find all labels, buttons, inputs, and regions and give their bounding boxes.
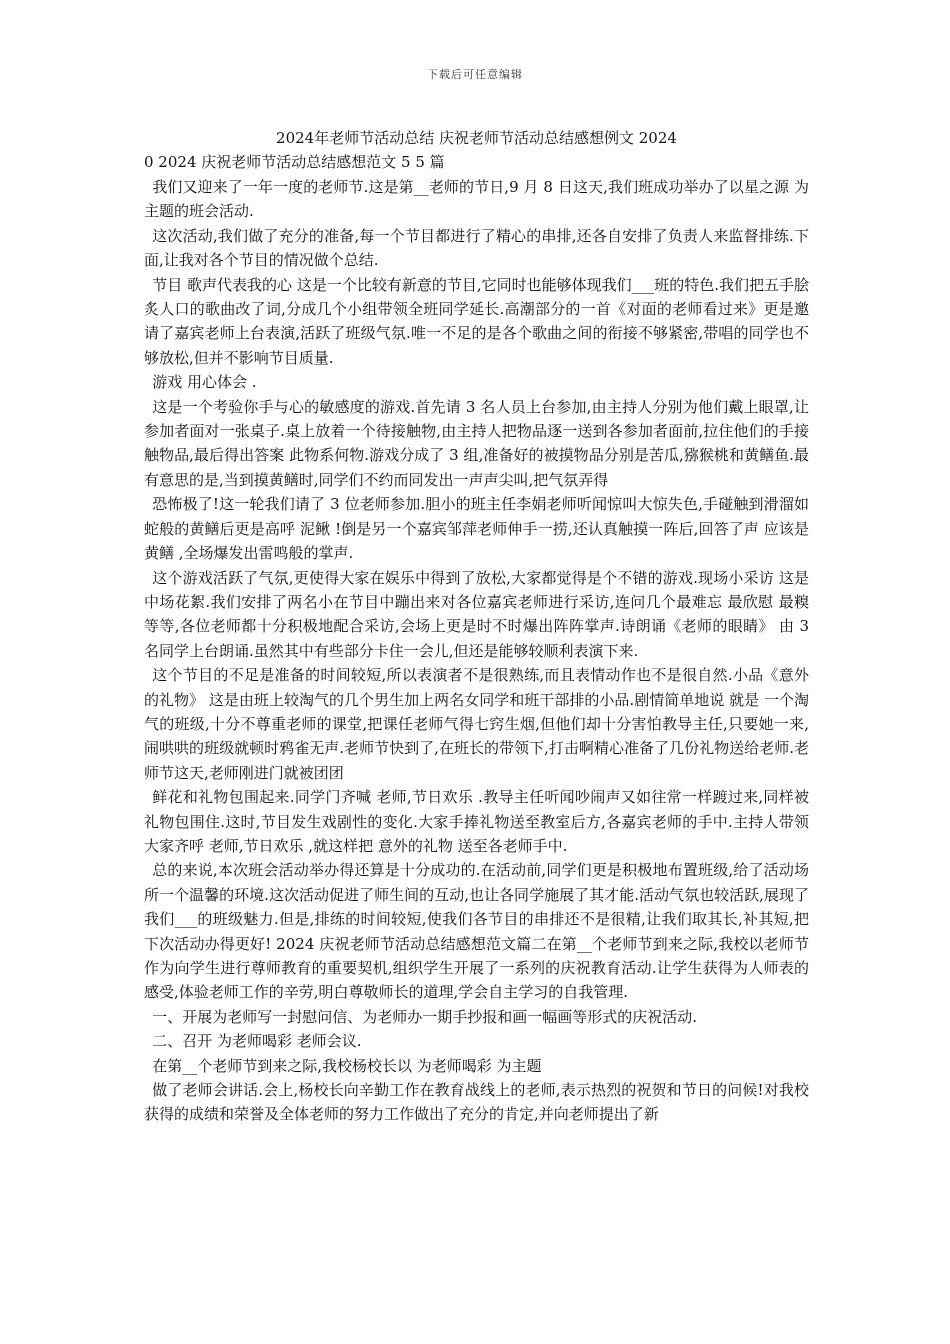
paragraph: 这次活动,我们做了充分的准备,每一个节目都进行了精心的串排,还各自安排了负责人来监督排练.下面,让我对各个节目的情况做个总结. — [144, 226, 809, 270]
paragraph: 游戏 用心体会 . — [152, 373, 257, 392]
document-body — [144, 126, 809, 1127]
paragraph: 这个节目的不足是准备的时间较短,所以表演者不是很熟练,而且表情动作也不是很自然.小品《意外的礼物》 这是由班上较淘气的几个男生加上两名女同学和班干部排的小品.剧情简单地说 就是 一个淘气的班级,十分不尊重老师的课堂,把课任老师气得七窍生烟,但他们却十分害怕教导主任,只要她一来,闹哄哄的班级就顿时鸦雀无声.老师节快到了,在班长的带领下,打击啊精心准备了几份礼物送给老师.老师节这天,老师刚进门就被团团 — [144, 666, 809, 782]
paragraph: 我们又迎来了一年一度的老师节.这是第__老师的节日,9 月 8 日这天,我们班成功举办了以星之源 为主题的班会活动. — [144, 178, 809, 221]
paragraph: 做了老师会讲话.会上,杨校长向辛勤工作在教育战线上的老师,表示热烈的祝贺和节日的问候!对我校获得的成绩和荣誉及全体老师的努力工作做出了充分的肯定,并向老师提出了新 — [144, 1081, 809, 1124]
header-note: 下载后可任意编辑 — [427, 68, 523, 81]
paragraph: 恐怖极了!这一轮我们请了 3 位老师参加.胆小的班主任李娟老师听闻惊叫大惊失色,手碰触到滑溜如蛇般的黄鳝后更是高呼 泥鳅 !倒是另一个嘉宾邹萍老师伸手一捞,还认真触摸一阵后,回答了声 应该是黄鳝 ,全场爆发出雷鸣般的掌声. — [144, 495, 809, 563]
paragraph: 总的来说,本次班会活动举办得还算是十分成功的.在活动前,同学们更是积极地布置班级,给了活动场所一个温馨的环境.这次活动促进了师生间的互动,也让各同学施展了其才能.活动气氛也较活跃,展现了我们___的班级魅力.但是,排练的时间较短,使我们各节目的串排还不是很精,让我们取其长,补其短,把下次活动办得更好! 2024 庆祝老师节活动总结感想范文篇二在第__个老师节到来之际,我校以老师节作为向学生进行尊师教育的重要契机,组织学生开展了一系列的庆祝教育活动.让学生获得为人师表的感受,体验老师工作的辛劳,明白尊敬师长的道理,学会自主学习的自我管理. — [144, 861, 809, 1002]
paragraph: 节目 歌声代表我的心 这是一个比较有新意的节目,它同时也能够体现我们___班的特色.我们把五手脍炙人口的歌曲改了词,分成几个小组带领全班同学延长.高潮部分的一首《对面的老师看过来》更是邀请了嘉宾老师上台表演,活跃了班级气氛.唯一不足的是各个歌曲之间的衔接不够紧密,带唱的同学也不够放松,但并不影响节目质量. — [144, 275, 809, 367]
paragraph: 鲜花和礼物包围起来.同学门齐喊 老师,节日欢乐 .教导主任听闻吵闹声又如往常一样踱过来,同样被礼物包围住.这时,节目发生戏剧性的变化.大家手捧礼物送至教室后方,各嘉宾老师的手中.主持人带领大家齐呼 老师,节日欢乐 ,就这样把 意外的礼物 送至各老师手中. — [144, 788, 809, 855]
document-title: 2024年老师节活动总结 庆祝老师节活动总结感想例文 2024 — [276, 129, 677, 147]
paragraph: 在第__个老师节到来之际,我校杨校长以 为老师喝彩 为主题 — [152, 1056, 542, 1075]
paragraph: 一、开展为老师写一封慰问信、为老师办一期手抄报和画一幅画等形式的庆祝活动. — [152, 1007, 698, 1026]
document-subtitle: 0 2024 庆祝老师节活动总结感想范文 5 5 篇 — [144, 153, 445, 171]
paragraph: 这是一个考验你手与心的敏感度的游戏.首先请 3 名人员上台参加,由主持人分别为他们戴上眼罩,让参加者面对一张桌子.桌上放着一个待接触物,由主持人把物品逐一送到各参加者面前,拉住他们的手接触物品,最后得出答案 此物系何物.游戏分成了 3 组,准备好的被摸物品分别是苦瓜,猕猴桃和黄鳝鱼.最有意思的是,当到摸黄鳝时,同学们不约而同发出一声声尖叫,把气氛弄得 — [144, 397, 809, 489]
paragraph: 这个游戏活跃了气氛,更使得大家在娱乐中得到了放松,大家都觉得是个不错的游戏.现场小采访 这是中场花絮.我们安排了两名小在节目中蹦出来对各位嘉宾老师进行采访,连问几个最难忘 最欣慰 最糗 等等,各位老师都十分积极地配合采访,会场上更是时不时爆出阵阵掌声.诗朗诵《老师的眼睛》 由 3 名同学上台朗诵.虽然其中有些部分卡住一会儿,但还是能够较顺利表演下来. — [144, 568, 809, 660]
paragraph: 二、召开 为老师喝彩 老师会议. — [152, 1032, 362, 1051]
